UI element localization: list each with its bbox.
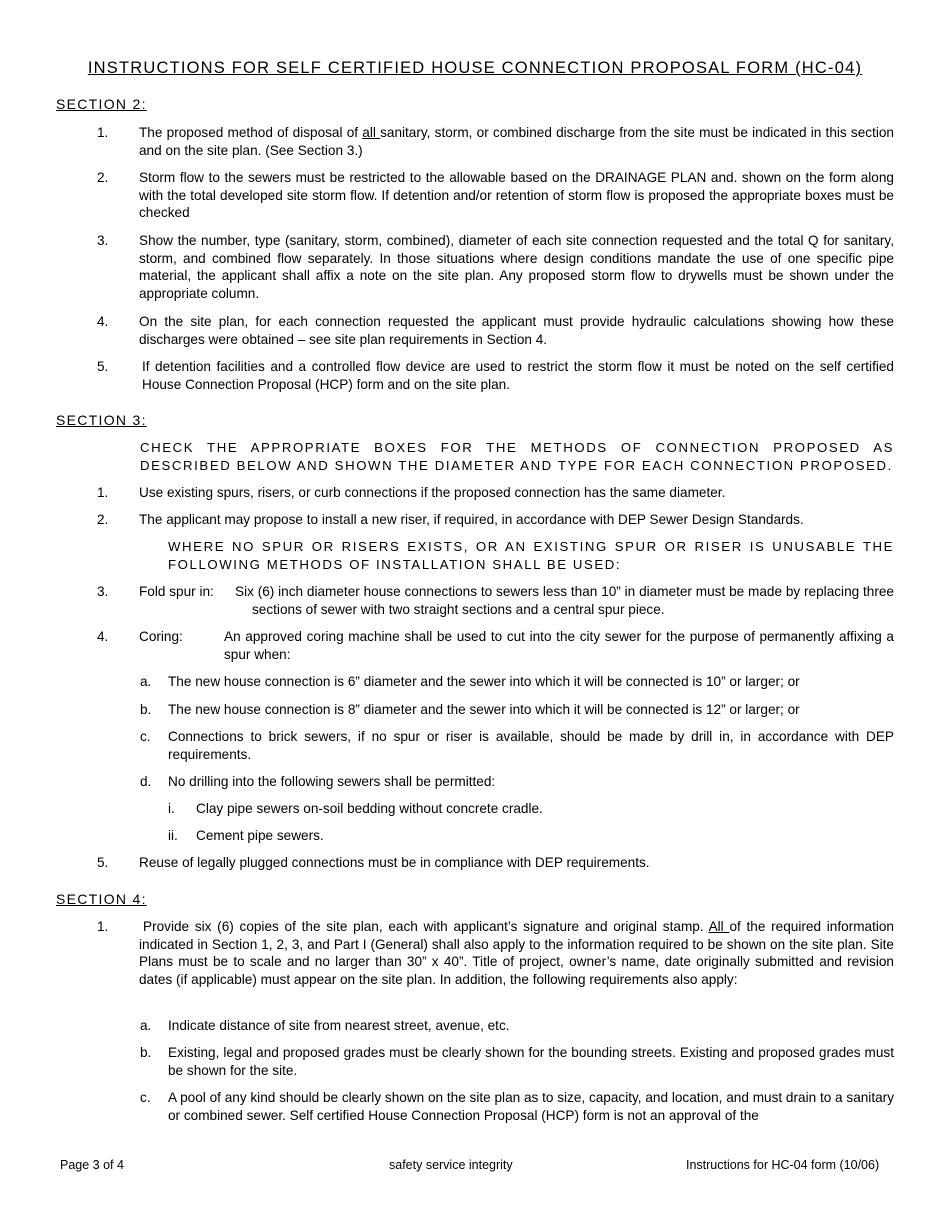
roman-list-item: Clay pipe sewers on-soil bedding without concrete cradle.: [196, 801, 543, 816]
footer-page-number: Page 3 of 4: [60, 1158, 124, 1172]
list-number: 5.: [97, 855, 109, 870]
list-item: If detention facilities and a controlled flow device are used to restrict the storm flow it must be noted on the self certified House Connection Proposal (HCP) form and on the site plan.: [142, 359, 894, 392]
section-2-heading: SECTION 2:: [56, 96, 147, 112]
list-number: 1.: [97, 919, 109, 934]
list-item: Show the number, type (sanitary, storm, combined), diameter of each site connection requested and the total Q for sanitary, storm, and combined flow separately. In those situations where design conditions mandate the use of one specific pipe material, the applicant shall affix a note on the site plan. Any proposed storm flow to drywells must be shown under the appropriate column.: [139, 233, 894, 301]
sub-list-letter: a.: [140, 1018, 152, 1033]
list-number: 1.: [97, 485, 109, 500]
sub-list-item: Connections to brick sewers, if no spur or riser is available, should be made by drill in, in accordance with DEP requirements.: [168, 729, 894, 762]
sub-list-letter: a.: [140, 674, 152, 689]
list-number: 4.: [97, 629, 109, 644]
list-number: 2.: [97, 170, 109, 185]
list-item: An approved coring machine shall be used to cut into the city sewer for the purpose of permanently affixing a spur when:: [224, 629, 894, 662]
sub-list-item: The new house connection is 6” diameter and the sewer into which it will be connected is 10” or larger; or: [168, 674, 800, 689]
list-item: The proposed method of disposal of all sanitary, storm, or combined discharge from the site must be indicated in this section and on the site plan. (See Section 3.): [139, 125, 894, 158]
list-item: Storm flow to the sewers must be restricted to the allowable based on the DRAINAGE PLAN and. shown on the form along with the total developed site storm flow. If detention and/or retention of storm flow is proposed the appropriate boxes must be checked: [139, 170, 894, 221]
roman-list-number: i.: [168, 801, 175, 816]
list-number: 5.: [97, 359, 109, 374]
roman-list-item: Cement pipe sewers.: [196, 828, 324, 843]
list-item: Provide six (6) copies of the site plan, each with applicant’s signature and original stamp. All of the required information indicated in Section 1, 2, 3, and Part I (General) shall also apply to the information required to be shown on the site plan. Site Plans must be to scale and no larger than 30” x 40”. Title of project, owner’s name, date originally submitted and revision dates (if applicable) must appear on the site plan. In addition, the following requirements also apply:: [139, 919, 894, 987]
list-item-label: Fold spur in:: [139, 584, 214, 599]
roman-list-number: ii.: [168, 828, 178, 843]
list-number: 2.: [97, 512, 109, 527]
list-item: On the site plan, for each connection requested the applicant must provide hydraulic calculations showing how these discharges were obtained – see site plan requirements in Section 4.: [139, 314, 894, 347]
section-4-heading: SECTION 4:: [56, 891, 147, 907]
section-3-intro: CHECK THE APPROPRIATE BOXES FOR THE METHODS OF CONNECTION PROPOSED AS DESCRIBED BELOW AND SHOWN THE DIAMETER AND TYPE FOR EACH CONNECTION PROPOSED.: [140, 440, 894, 473]
section-3-heading: SECTION 3:: [56, 412, 147, 428]
list-item: The applicant may propose to install a new riser, if required, in accordance with DEP Sewer Design Standards.: [139, 512, 804, 527]
sub-list-item: The new house connection is 8” diameter and the sewer into which it will be connected is 12” or larger; or: [168, 702, 800, 717]
sub-list-item: Indicate distance of site from nearest street, avenue, etc.: [168, 1018, 510, 1033]
list-item: Six (6) inch diameter house connections to sewers less than 10” in diameter must be made by replacing three sections of sewer with two straight sections and a central spur piece.: [235, 584, 894, 617]
sub-list-item: Existing, legal and proposed grades must be clearly shown for the bounding streets. Existing and proposed grades must be shown for the site.: [168, 1045, 894, 1078]
list-number: 4.: [97, 314, 109, 329]
sub-list-letter: c.: [140, 1090, 151, 1105]
sub-list-item: No drilling into the following sewers shall be permitted:: [168, 774, 496, 789]
footer-motto: safety service integrity: [389, 1158, 513, 1172]
list-number: 3.: [97, 233, 109, 248]
list-number: 1.: [97, 125, 109, 140]
sub-list-letter: b.: [140, 702, 152, 717]
list-item: Reuse of legally plugged connections must be in compliance with DEP requirements.: [139, 855, 650, 870]
sub-list-letter: c.: [140, 729, 151, 744]
sub-list-item: A pool of any kind should be clearly shown on the site plan as to size, capacity, and location, and must drain to a sanitary or combined sewer. Self certified House Connection Proposal (HCP) form is not an approval of the: [168, 1090, 894, 1123]
list-item: Use existing spurs, risers, or curb connections if the proposed connection has the same diameter.: [139, 485, 726, 500]
installation-note: WHERE NO SPUR OR RISERS EXISTS, OR AN EXISTING SPUR OR RISER IS UNUSABLE THE FOLLOWING METHODS OF INSTALLATION SHALL BE USED:: [168, 539, 894, 572]
page-title: INSTRUCTIONS FOR SELF CERTIFIED HOUSE CONNECTION PROPOSAL FORM (HC-04): [87, 59, 863, 77]
footer-form-reference: Instructions for HC-04 form (10/06): [686, 1158, 880, 1172]
list-number: 3.: [97, 584, 109, 599]
list-item-label: Coring:: [139, 629, 183, 644]
sub-list-letter: b.: [140, 1045, 152, 1060]
sub-list-letter: d.: [140, 774, 152, 789]
